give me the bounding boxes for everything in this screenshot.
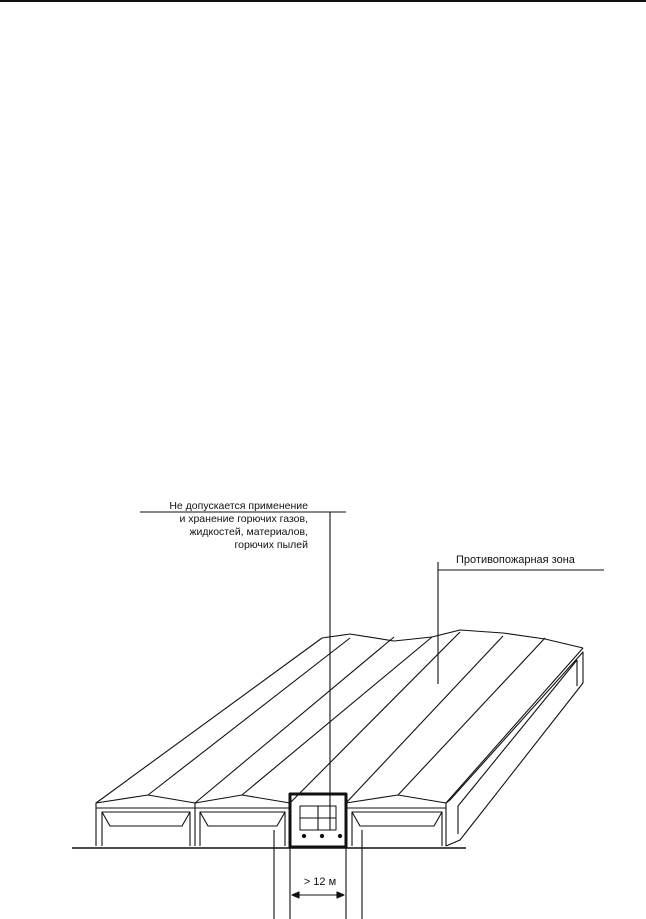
restriction-note-line: Не допускается применение — [169, 500, 308, 512]
right-block-truss — [352, 812, 442, 826]
end-wall — [446, 652, 583, 846]
gap-dimension-label: > 12 м — [303, 876, 337, 888]
roof-ridge — [148, 638, 350, 795]
restriction-note — [138, 500, 308, 552]
roof-ridge — [346, 636, 503, 803]
roof-ridge — [242, 637, 432, 795]
roof-ridge — [96, 638, 322, 803]
restriction-note-line: и хранение горючих газов, — [179, 513, 308, 525]
left-block-truss-1 — [102, 812, 190, 826]
left-block-facade — [96, 795, 290, 846]
fire-zone-label: Противопожарная зона — [456, 554, 575, 566]
roof-ridge — [290, 632, 460, 803]
restriction-note-line: жидкостей, материалов, — [189, 526, 308, 538]
roof-ridge — [195, 637, 394, 803]
left-block-truss-2 — [200, 812, 285, 826]
restriction-note-line: горючих пылей — [234, 539, 308, 551]
